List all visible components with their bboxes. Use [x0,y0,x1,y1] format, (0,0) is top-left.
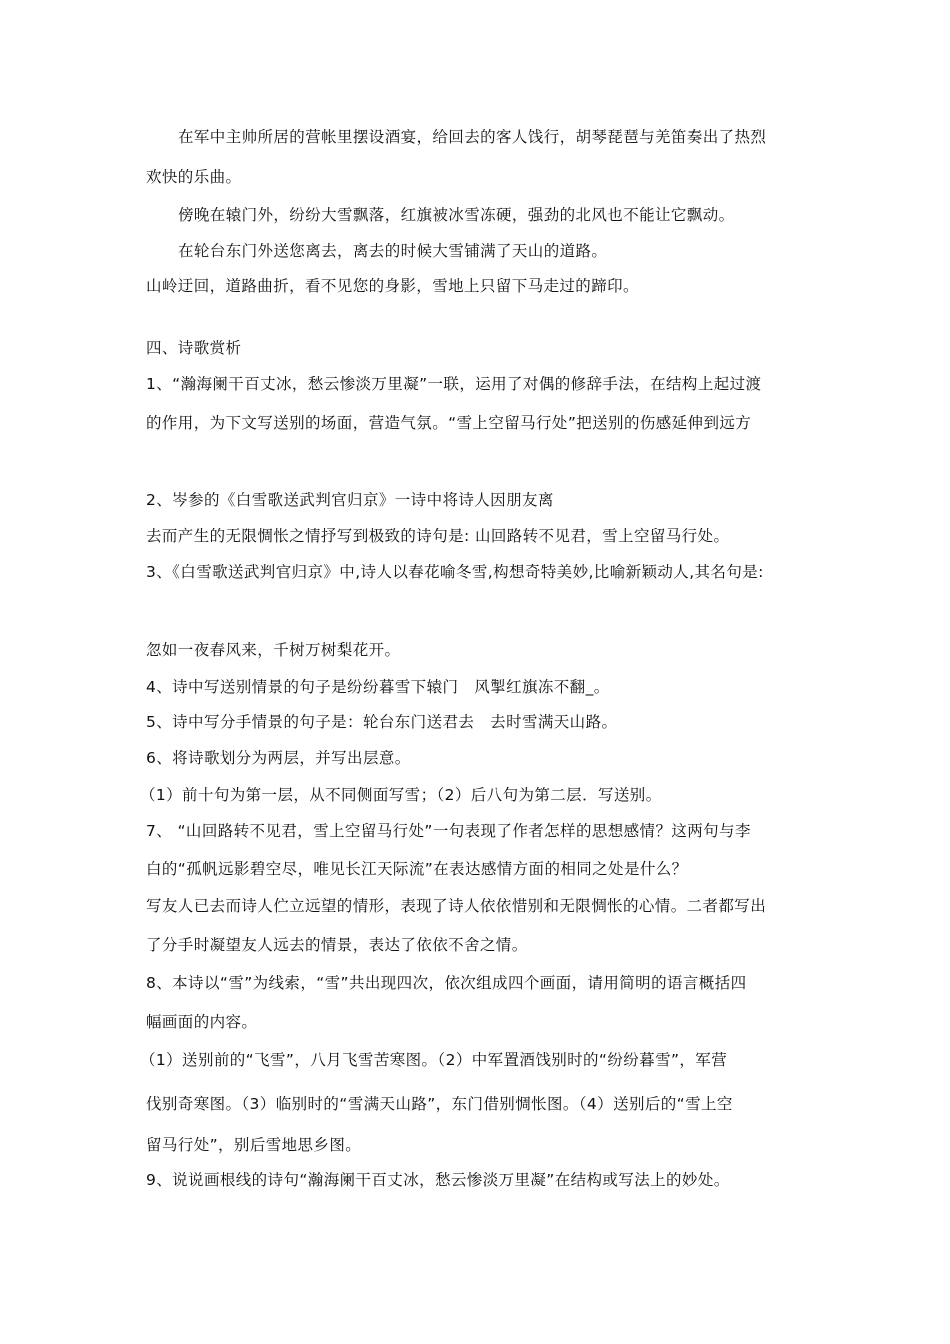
question-3-line-1: 3、《白雪歌送武判官归京》中,诗人以春花喻冬雪,构想奇特美妙,比喻新颖动人,其名句是: [146,563,764,581]
question-7-answer-line-2: 了分手时凝望友人远去的情景，表达了依依不舍之情。 [146,936,528,954]
question-8-answer-line-1: （1）送别前的“飞雪”，八月飞雪苦寒图。（2）中军置酒饯别时的“纷纷暮雪”，军营 [140,1051,728,1069]
question-2-line-2: 去而产生的无限惆怅之情抒写到极致的诗句是: 山回路转不见君，雪上空留马行处。 [146,527,730,545]
question-9: 9、说说画根线的诗句“瀚海阑干百丈冰，愁云惨淡万里凝”在结构或写法上的妙处。 [146,1171,730,1189]
question-8-answer-line-2: 伐别奇寒图。（3）临别时的“雪满天山路”，东门借别惆怅图。（4）送别后的“雪上空 [146,1095,733,1113]
question-1-line-1: 1、“瀚海阑干百丈冰，愁云惨淡万里凝”一联，运用了对偶的修辞手法，在结构上起过渡 [146,375,762,393]
question-1-line-2: 的作用，为下文写送别的场面，营造气氛。“雪上空留马行处”把送别的伤感延伸到远方 [146,414,752,432]
question-8-line-2: 幅画面的内容。 [146,1013,258,1031]
question-8-answer-line-3: 留马行处”，别后雪地思乡图。 [146,1136,362,1154]
translation-line-4: 在轮台东门外送您离去，离去的时候大雪铺满了天山的道路。 [178,242,608,260]
question-5: 5、诗中写分手情景的句子是：轮台东门送君去 去时雪满天山路。 [146,713,618,731]
question-7-line-1: 7、 “山回路转不见君，雪上空留马行处”一句表现了作者怎样的思想感情？这两句与李 [146,822,751,840]
section-title: 四、诗歌赏析 [146,339,242,357]
question-3-answer: 忽如一夜春风来，千树万树梨花开。 [146,641,401,659]
translation-line-1: 在军中主帅所居的营帐里摆设酒宴，给回去的客人饯行，胡琴琵琶与羌笛奏出了热烈 [178,128,767,146]
question-7-line-2: 白的“孤帆远影碧空尽，唯见长江天际流”在表达感情方面的相同之处是什么？ [146,860,688,878]
translation-line-5: 山岭迂回，道路曲折，看不见您的身影，雪地上只留下马走过的蹄印。 [146,277,639,295]
question-6: 6、将诗歌划分为两层，并写出层意。 [146,749,411,767]
question-2-line-1: 2、岑参的《白雪歌送武判官归京》一诗中将诗人因朋友离 [146,491,554,509]
question-8-line-1: 8、本诗以“雪”为线索，“雪”共出现四次，依次组成四个画面，请用简明的语言概括四 [146,974,747,992]
translation-line-3: 傍晚在辕门外，纷纷大雪飘落，红旗被冰雪冻硬，强劲的北风也不能让它飘动。 [178,206,735,224]
question-7-answer-line-1: 写友人已去而诗人伫立远望的情形，表现了诗人依依惜别和无限惆怅的心情。二者都写出 [146,897,767,915]
translation-line-2: 欢快的乐曲。 [146,168,242,186]
question-6-answer: （1）前十句为第一层，从不同侧面写雪；（2）后八句为第二层．写送别。 [140,786,662,804]
question-4: 4、诗中写送别情景的句子是纷纷暮雪下辕门 风掣红旗冻不翻_。 [146,678,610,696]
